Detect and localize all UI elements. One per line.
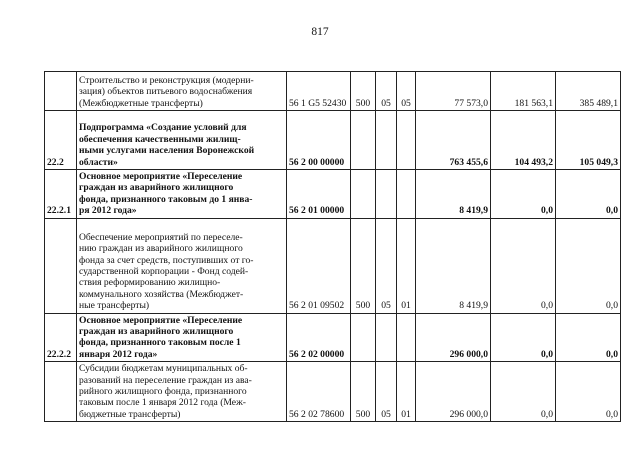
table-row bbox=[45, 72, 621, 111]
target-code: 56 2 01 00000 bbox=[287, 170, 351, 219]
amount-year-1: 77 573,0 bbox=[416, 72, 491, 111]
amount-year-3: 0,0 bbox=[556, 170, 621, 219]
target-code: 56 1 G5 52430 bbox=[287, 72, 351, 111]
amount-year-2: 0,0 bbox=[491, 313, 556, 362]
subsection-code: 05 bbox=[397, 72, 416, 111]
amount-year-1: 8 419,9 bbox=[416, 170, 491, 219]
row-name: Строительство и реконструкция (модерни- зация) объектов питьевого водоснабжения (Межбюджетные трансферты) bbox=[77, 72, 287, 111]
page-number: 817 bbox=[311, 26, 329, 38]
amount-year-3: 385 489,1 bbox=[556, 72, 621, 111]
amount-year-2: 0,0 bbox=[491, 218, 556, 313]
row-number bbox=[45, 218, 77, 313]
section-code: 05 bbox=[376, 72, 397, 111]
table-body bbox=[45, 72, 621, 422]
row-number bbox=[45, 72, 77, 111]
ministry-code bbox=[351, 111, 376, 170]
ministry-code bbox=[351, 313, 376, 362]
subsection-code: 01 bbox=[397, 362, 416, 422]
row-number: 22.2.2 bbox=[45, 313, 77, 362]
amount-year-1: 763 455,6 bbox=[416, 111, 491, 170]
section-code bbox=[376, 170, 397, 219]
table-row bbox=[45, 111, 621, 170]
amount-year-1: 8 419,9 bbox=[416, 218, 491, 313]
section-code bbox=[376, 111, 397, 170]
section-code bbox=[376, 313, 397, 362]
amount-year-3: 105 049,3 bbox=[556, 111, 621, 170]
amount-year-2: 0,0 bbox=[491, 170, 556, 219]
table-row bbox=[45, 218, 621, 313]
row-name: Субсидии бюджетам муниципальных об- разований на переселение граждан из ава- рийного жилищного фонда, признанного таковым после 1 января 2012 года (Меж- бюджетные трансферты) bbox=[77, 362, 287, 422]
row-name: Основное мероприятие «Переселение граждан из аварийного жилищного фонда, признанного таковым после 1 января 2012 года» bbox=[77, 313, 287, 362]
amount-year-3: 0,0 bbox=[556, 313, 621, 362]
ministry-code: 500 bbox=[351, 218, 376, 313]
target-code: 56 2 02 78600 bbox=[287, 362, 351, 422]
amount-year-2: 0,0 bbox=[491, 362, 556, 422]
section-code: 05 bbox=[376, 362, 397, 422]
row-name: Основное мероприятие «Переселение граждан из аварийного жилищного фонда, признанного таковым до 1 янва- ря 2012 года» bbox=[77, 170, 287, 219]
row-name: Обеспечение мероприятий по переселе- нию граждан из аварийного жилищного фонда за счет средств, поступивших от го- сударственной корпорации - Фонд содей- ствия реформированию жилищно- коммунального хозяйства (Межбюджет- ные трансферты) bbox=[77, 218, 287, 313]
ministry-code: 500 bbox=[351, 72, 376, 111]
ministry-code: 500 bbox=[351, 362, 376, 422]
target-code: 56 2 00 00000 bbox=[287, 111, 351, 170]
target-code: 56 2 02 00000 bbox=[287, 313, 351, 362]
table-row bbox=[45, 313, 621, 362]
row-name: Подпрограмма «Создание условий для обеспечения качественными жилищ- ными услугами населения Воронежской области» bbox=[77, 111, 287, 170]
section-code: 05 bbox=[376, 218, 397, 313]
row-number bbox=[45, 362, 77, 422]
row-number: 22.2 bbox=[45, 111, 77, 170]
amount-year-3: 0,0 bbox=[556, 218, 621, 313]
subsection-code bbox=[397, 313, 416, 362]
row-number: 22.2.1 bbox=[45, 170, 77, 219]
subsection-code bbox=[397, 111, 416, 170]
budget-table bbox=[44, 71, 621, 422]
table-row bbox=[45, 170, 621, 219]
amount-year-1: 296 000,0 bbox=[416, 313, 491, 362]
table-row bbox=[45, 362, 621, 422]
amount-year-1: 296 000,0 bbox=[416, 362, 491, 422]
amount-year-2: 181 563,1 bbox=[491, 72, 556, 111]
ministry-code bbox=[351, 170, 376, 219]
subsection-code: 01 bbox=[397, 218, 416, 313]
amount-year-3: 0,0 bbox=[556, 362, 621, 422]
subsection-code bbox=[397, 170, 416, 219]
target-code: 56 2 01 09502 bbox=[287, 218, 351, 313]
amount-year-2: 104 493,2 bbox=[491, 111, 556, 170]
